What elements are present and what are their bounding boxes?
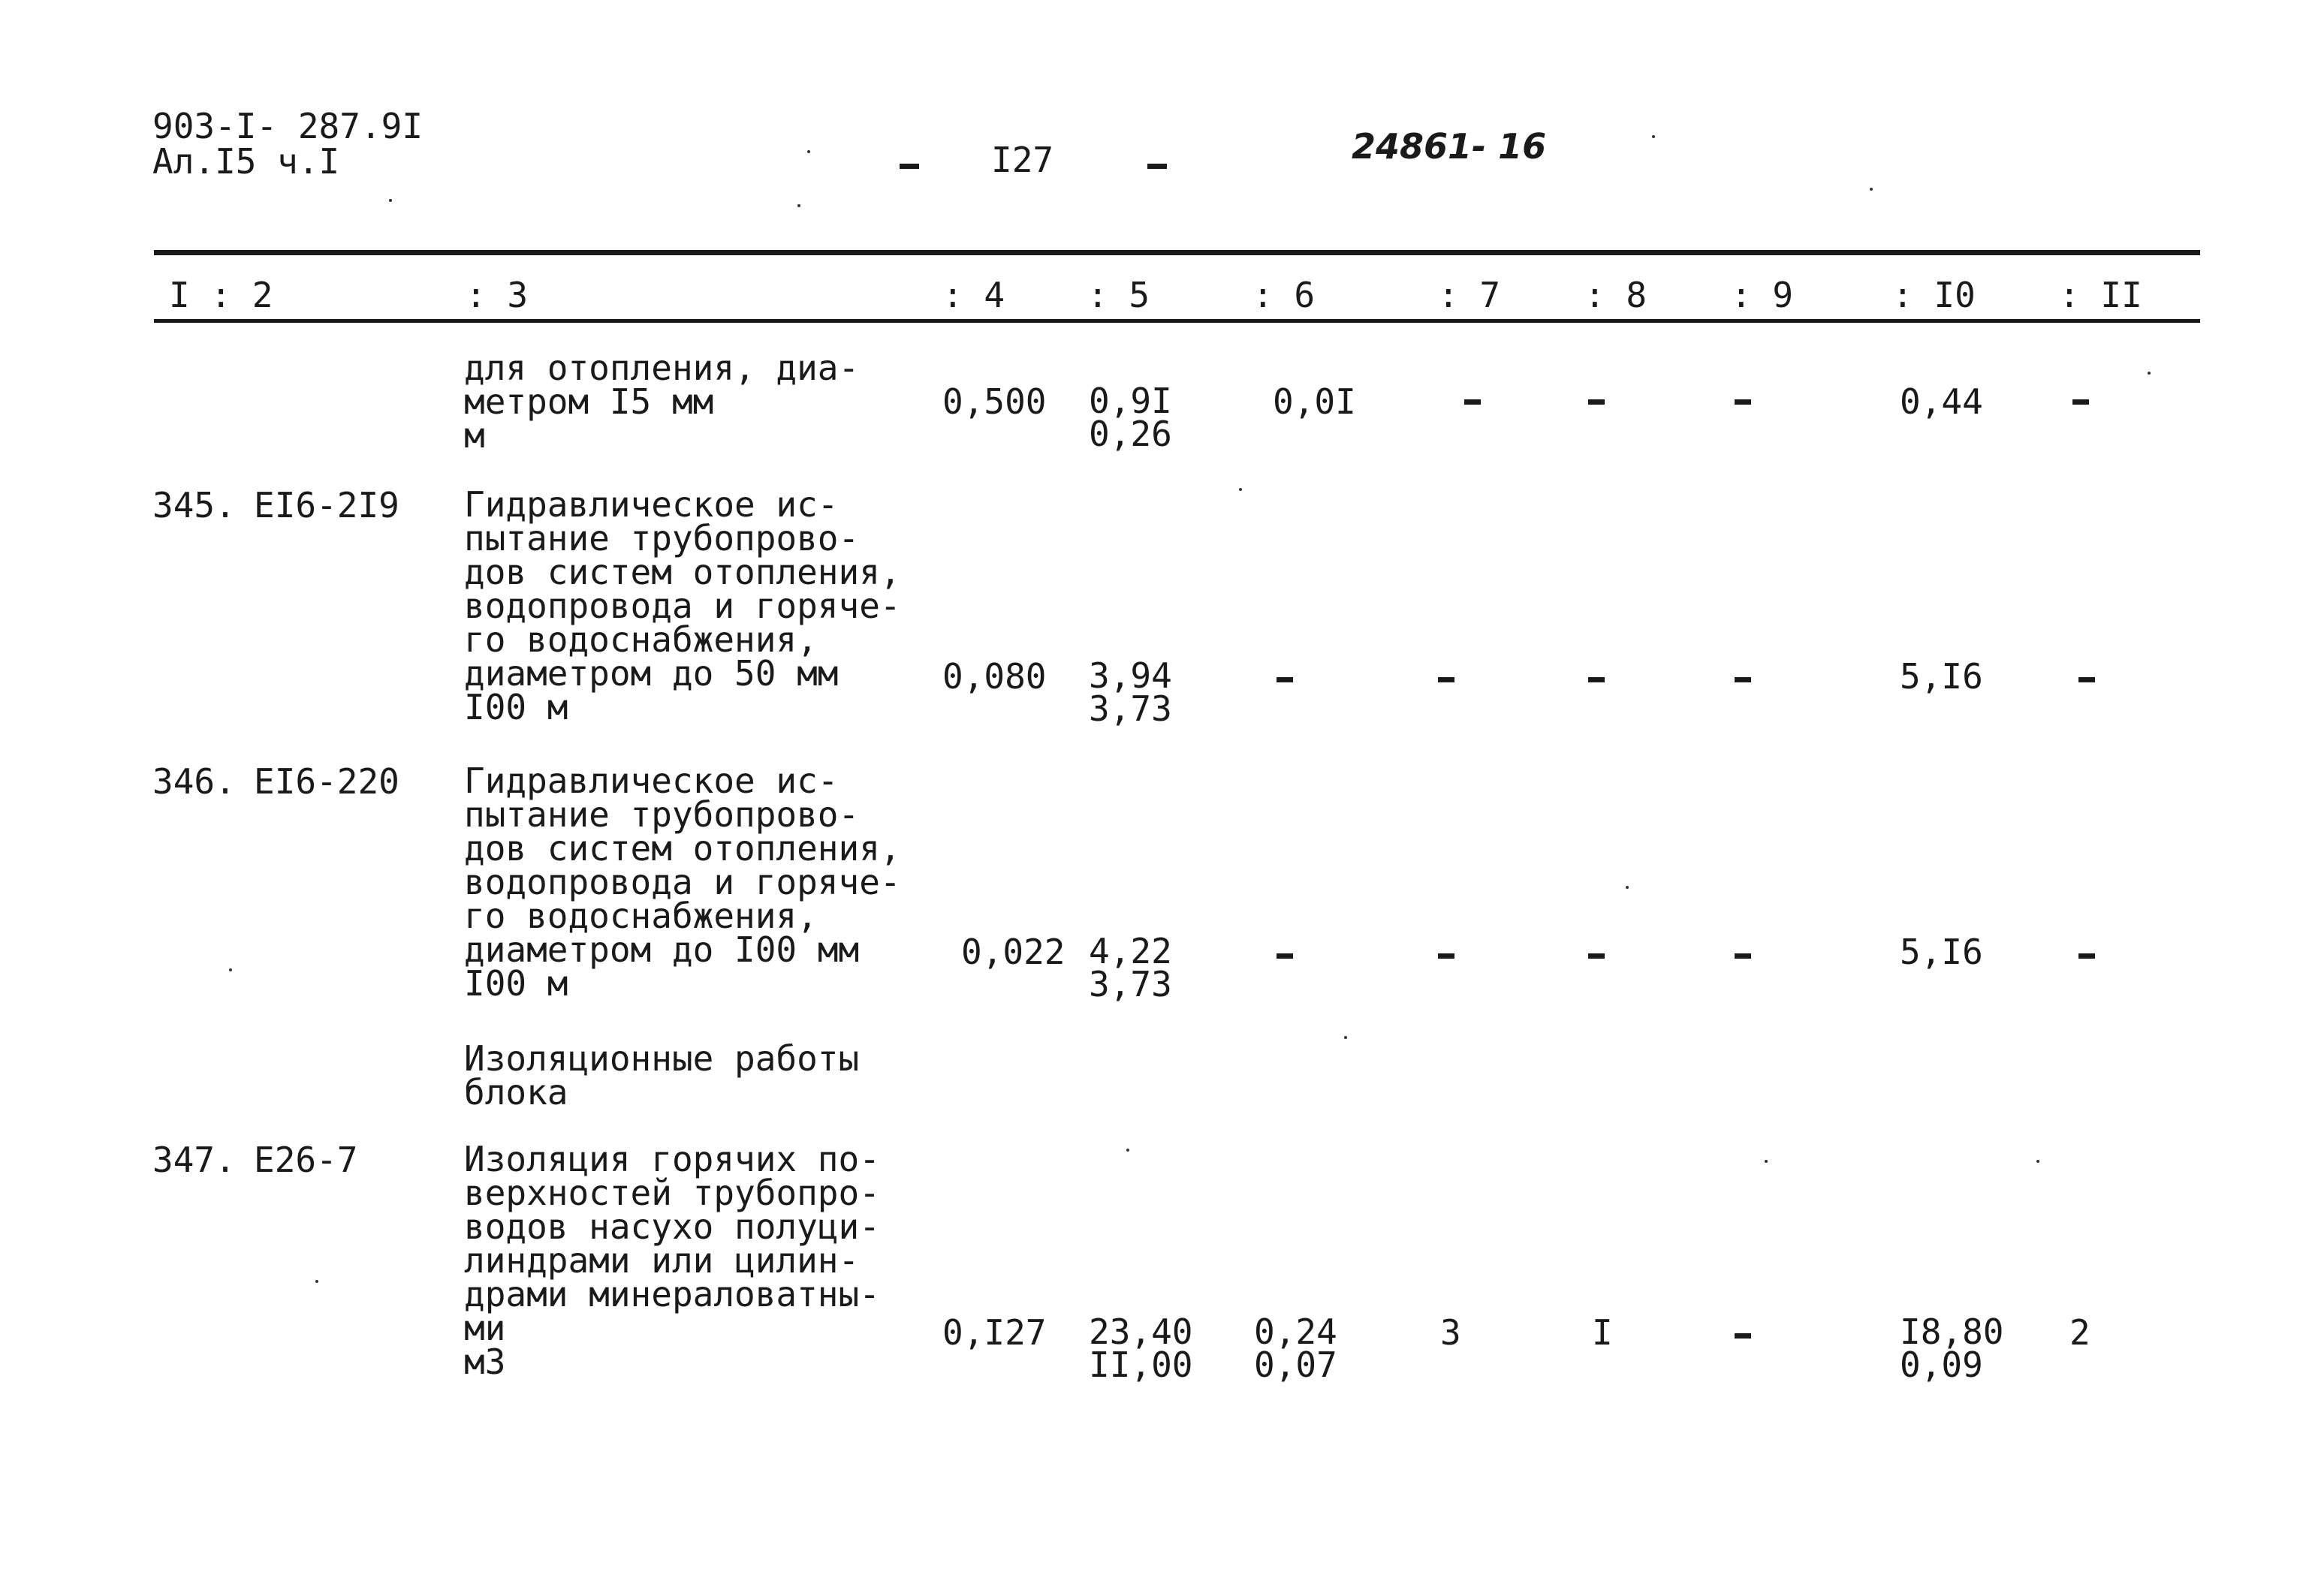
row-dash-c9 xyxy=(1735,953,1751,959)
row-dash-c6 xyxy=(1277,953,1293,959)
row-dash-c11 xyxy=(2072,399,2089,405)
scan-speck xyxy=(2036,1160,2039,1163)
column-header-8: : 8 xyxy=(1584,275,1647,315)
row-code: E26-7 xyxy=(254,1140,358,1180)
row-number: 347. xyxy=(152,1140,236,1180)
page-number-dash-left xyxy=(900,164,919,169)
header-rule-top xyxy=(154,250,2200,255)
album-label: Ал.I5 ч.I xyxy=(152,141,340,182)
row-value-c10: 0,44 xyxy=(1900,381,1983,422)
scan-speck xyxy=(1870,188,1873,191)
row-description: Гидравлическое ис- пытание трубопрово- дов систем отопления, водопровода и горяче- го водоснабжения, диаметром до 50 мм I00 м xyxy=(464,484,901,727)
row-value-c4: 0,022 xyxy=(961,932,1066,972)
row-value-c10: I8,80 0,09 xyxy=(1900,1311,2004,1385)
scan-speck xyxy=(807,150,810,153)
column-header-4: : 4 xyxy=(942,275,1005,315)
row-dash-c11 xyxy=(2078,677,2095,682)
scan-speck xyxy=(2148,372,2151,375)
column-header-11: : II xyxy=(2059,275,2142,315)
row-value-c7: 3 xyxy=(1440,1312,1461,1353)
scan-speck xyxy=(1765,1160,1768,1163)
doc-code: 903-I- 287.9I xyxy=(152,106,424,146)
row-description: Изоляция горячих по- верхностей трубопро- водов насухо полуци- линдрами или цилин- драми минераловатны- ми м3 xyxy=(464,1139,880,1382)
row-value-c10: 5,I6 xyxy=(1900,656,1983,697)
row-dash-c8 xyxy=(1588,677,1605,682)
column-header-7: : 7 xyxy=(1438,275,1501,315)
row-value-c5: 0,9I 0,26 xyxy=(1089,381,1172,454)
column-header-5: : 5 xyxy=(1087,275,1150,315)
handwritten-number: 24861- 16 xyxy=(1352,126,1547,167)
row-value-c5: 4,22 3,73 xyxy=(1089,931,1172,1004)
row-number: 345. xyxy=(152,485,236,525)
scan-speck xyxy=(1126,1149,1129,1152)
row-value-c6: 0,24 0,07 xyxy=(1254,1311,1337,1385)
row-code: EI6-2I9 xyxy=(254,485,399,525)
column-header-10: : I0 xyxy=(1892,275,1976,315)
row-description: для отопления, диа- метром I5 мм м xyxy=(464,348,860,456)
row-value-c5: 23,40 II,00 xyxy=(1089,1311,1193,1385)
row-value-c10: 5,I6 xyxy=(1900,932,1983,972)
row-value-c5: 3,94 3,73 xyxy=(1089,655,1172,729)
row-dash-c9 xyxy=(1735,399,1751,405)
row-value-c6: 0,0I xyxy=(1273,381,1356,422)
row-value-c8: I xyxy=(1592,1312,1613,1353)
scan-speck xyxy=(1344,1036,1347,1039)
row-value-c4: 0,I27 xyxy=(942,1312,1047,1353)
page-number: I27 xyxy=(991,140,1054,180)
scan-speck xyxy=(389,199,392,202)
row-value-c4: 0,500 xyxy=(942,381,1047,422)
row-code: EI6-220 xyxy=(254,761,399,802)
row-number: 346. xyxy=(152,761,236,802)
row-value-c4: 0,080 xyxy=(942,656,1047,697)
scan-speck xyxy=(1626,886,1629,889)
row-dash-c7 xyxy=(1438,677,1454,682)
scan-speck xyxy=(315,1280,318,1283)
column-header-9: : 9 xyxy=(1731,275,1794,315)
row-dash-c8 xyxy=(1588,953,1605,959)
page-number-dash-right xyxy=(1147,164,1167,169)
header-rule-bottom xyxy=(154,319,2200,323)
row-dash-c7 xyxy=(1438,953,1454,959)
column-header-1-2: I : 2 xyxy=(169,275,273,315)
column-header-3: : 3 xyxy=(466,275,529,315)
row-description: Гидравлическое ис- пытание трубопрово- дов систем отопления, водопровода и горяче- го водоснабжения, диаметром до I00 мм I00 м xyxy=(464,760,901,1004)
row-dash-c6 xyxy=(1277,677,1293,682)
row-value-c11: 2 xyxy=(2069,1312,2090,1353)
column-header-6: : 6 xyxy=(1252,275,1316,315)
row-dash-c8 xyxy=(1588,399,1605,405)
row-dash-c7 xyxy=(1464,399,1481,405)
section-title: Изоляционные работы блока xyxy=(464,1038,860,1113)
scan-speck xyxy=(229,968,232,971)
scan-speck xyxy=(797,204,800,207)
row-dash-c9 xyxy=(1735,1333,1751,1339)
row-dash-c11 xyxy=(2078,953,2095,959)
row-dash-c9 xyxy=(1735,677,1751,682)
scan-speck xyxy=(1239,488,1242,491)
scan-speck xyxy=(1652,135,1655,138)
